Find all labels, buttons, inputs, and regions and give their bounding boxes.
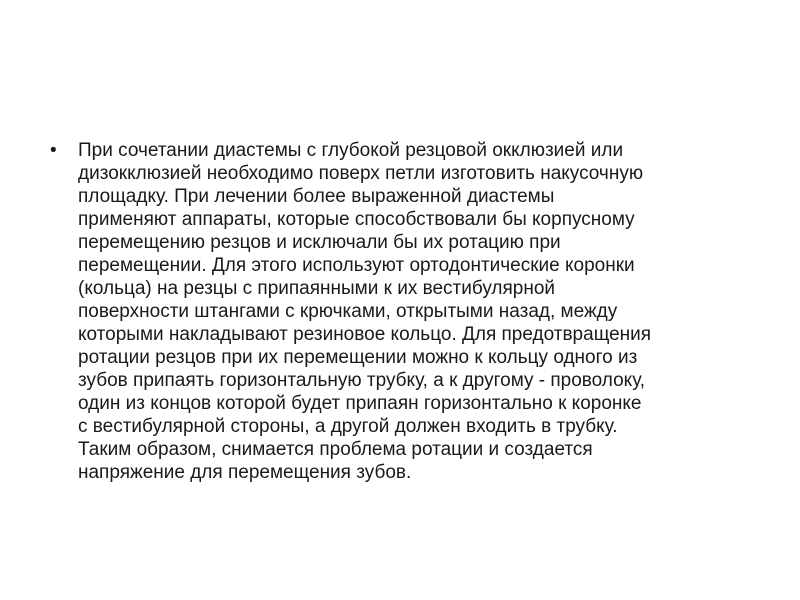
bullet-list [50, 139, 750, 484]
bullet-item [50, 139, 750, 484]
bullet-icon: • [50, 140, 57, 161]
bullet-paragraph: При сочетании диастемы с глубокой резцовой окклюзией или дизокклюзией необходимо поверх петли изготовить накусочную площадку. При лечении более выраженной диастемы применяют аппараты, которые способствовали бы корпусному перемещению резцов и исключали бы их ротацию при перемещении. Для этого используют ортодонтические коронки (кольца) на резцы с припаянными к их вестибулярной поверхности штангами с крючками, открытыми назад, между которыми накладывают резиновое кольцо. Для предотвращения ротации резцов при их перемещении можно к кольцу одного из зубов припаять горизонтальную трубку, а к другому - проволоку, один из концов которой будет припаян горизонтально к коронке с вестибулярной стороны, а другой должен входить в трубку. Таким образом, снимается проблема ротации и создается напряжение для перемещения зубов. [78, 140, 652, 483]
